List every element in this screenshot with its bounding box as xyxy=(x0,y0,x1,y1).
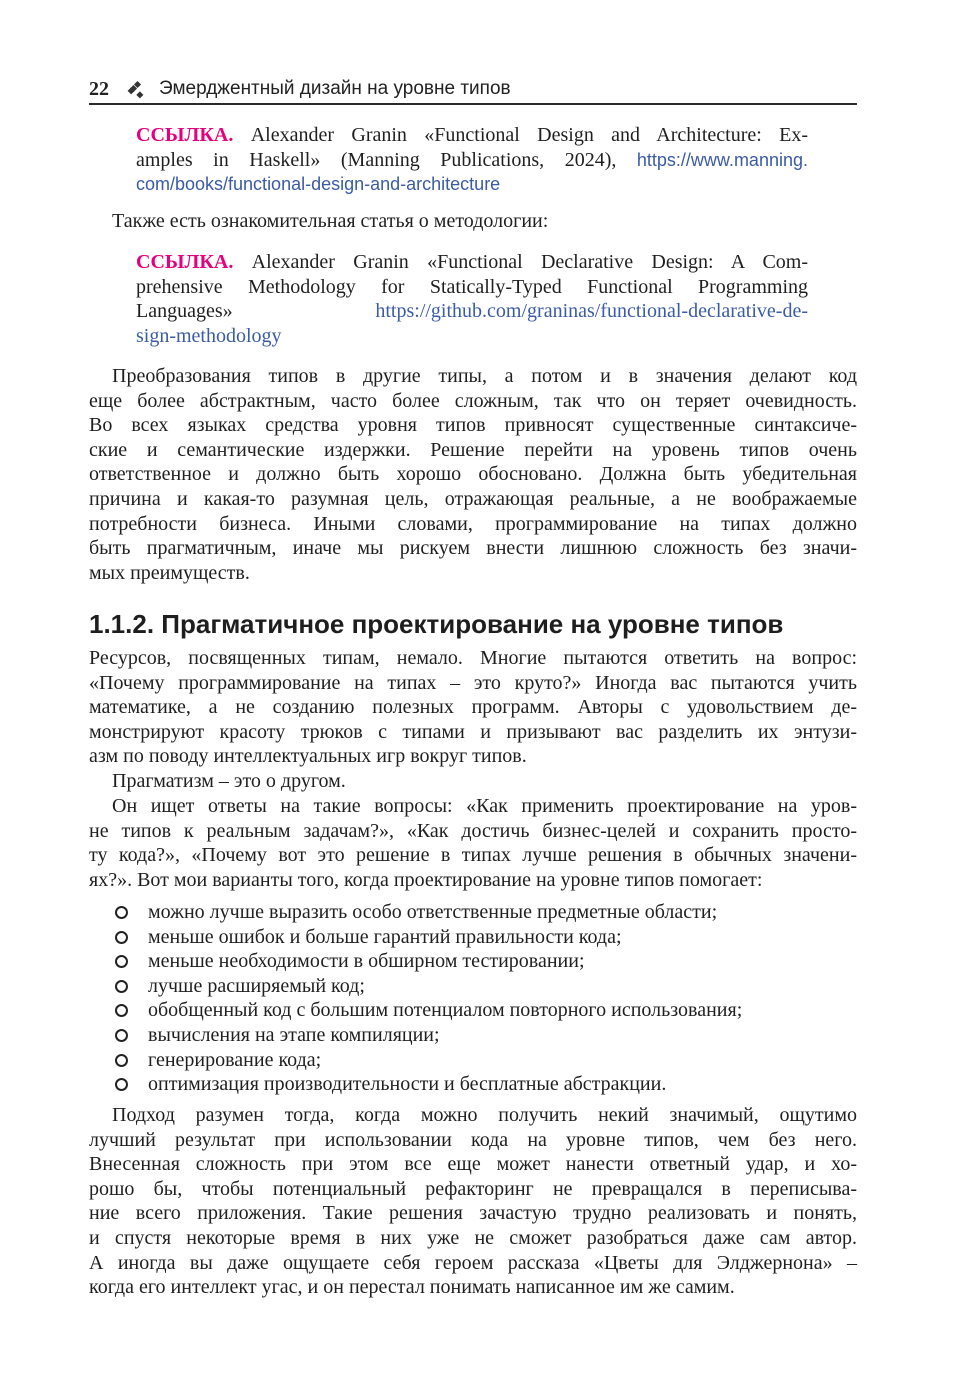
reference-line: Languages» https://github.com/graninas/functional-declarative-de- xyxy=(136,300,808,323)
list-item: меньше необходимости в обширном тестировании; xyxy=(112,949,742,974)
list-item: генерирование кода; xyxy=(112,1048,742,1073)
reference-line xyxy=(136,172,808,197)
list-item: обобщенный код с большим потенциалом повторного использования; xyxy=(112,998,742,1023)
reference-block-1 xyxy=(136,123,808,197)
list-item: оптимизация производительности и бесплатные абстракции. xyxy=(112,1072,742,1097)
reference-block-2 xyxy=(136,250,808,348)
reference-link-continued[interactable]: sign-methodology xyxy=(136,324,282,347)
body-paragraph-1: Преобразования типов в другие типы, а потом и в значения делают код еще более абстрактным, часто более сложным, так что он теряет очевидность. Во всех языках средства уровня типов привносят существенные синтаксиче- ские и семантические издержки. Решение перейти на уровень типов очень ответственное и должно быть хорошо обосновано. Должна быть убедительная причина и какая-то разумная цель, отражающая реальные, а не воображаемые потребности бизнеса. Иными словами, программирование на типах должно быть прагматичным, иначе мы рискуем внести лишнюю сложность без значи- мых преимуществ. xyxy=(89,365,857,584)
reference-link[interactable]: https://github.com/graninas/functional-declarative-de- xyxy=(375,300,808,323)
bullet-list xyxy=(112,900,742,1097)
bullet-circle-icon xyxy=(115,1054,128,1067)
running-header xyxy=(89,74,857,105)
section-title: Прагматичное проектирование на уровне типов xyxy=(161,609,784,639)
reference-line: prehensive Methodology for Statically-Typed Functional Programming xyxy=(136,275,808,298)
bullet-circle-icon xyxy=(115,1029,128,1042)
list-item: лучше расширяемый код; xyxy=(112,974,742,999)
body-paragraph-2: Ресурсов, посвященных типам, немало. Многие пытаются ответить на вопрос: «Почему программирование на типах – это круто?» Иногда вас пытаются учить математике, а не созданию полезных программ. Авторы с удовольствием де- монстрируют красоту трюков с типами и призывают вас разделить их энтузи- азм по поводу интеллектуальных игр вокруг типов. xyxy=(89,647,857,768)
reference-label: ССЫЛКА. xyxy=(136,251,234,273)
reference-link-continued[interactable]: com/books/functional-design-and-architecture xyxy=(136,174,501,195)
bullet-circle-icon xyxy=(115,1078,128,1091)
reference-label: ССЫЛКА. xyxy=(136,124,234,146)
reference-link[interactable]: https://www.manning. xyxy=(636,149,808,170)
list-item: меньше ошибок и больше гарантий правильности кода; xyxy=(112,925,742,950)
intro-paragraph: Также есть ознакомительная статья о методологии: xyxy=(112,210,549,232)
bullet-circle-icon xyxy=(115,1004,128,1017)
body-paragraph-3: Прагматизм – это о другом. xyxy=(112,770,346,792)
reference-line: amples in Haskell» (Manning Publications, 2024), https://www.manning. xyxy=(136,148,808,171)
chapter-title: Эмерджентный дизайн на уровне типов xyxy=(159,77,511,99)
body-paragraph-4: Он ищет ответы на такие вопросы: «Как применить проектирование на уров- не типов к реальным задачам?», «Как достичь бизнес-целей и сохранить просто- ту кода?», «Почему вот это решение в типах лучше решения в обычных значени- ях?». Вот мои варианты того, когда проектирование на уровне типов помогает: xyxy=(89,795,857,891)
bullet-circle-icon xyxy=(115,931,128,944)
ornament-icon xyxy=(131,82,145,96)
page-number: 22 xyxy=(89,77,109,100)
section-number: 1.1.2. xyxy=(89,609,155,639)
list-item: можно лучше выразить особо ответственные предметные области; xyxy=(112,900,742,925)
section-heading xyxy=(89,608,783,640)
bullet-circle-icon xyxy=(115,980,128,993)
reference-line xyxy=(136,324,808,349)
bullet-circle-icon xyxy=(115,955,128,968)
list-item: вычисления на этапе компиляции; xyxy=(112,1023,742,1048)
reference-line: ССЫЛКА. Alexander Granin «Functional Design and Architecture: Ex- xyxy=(136,124,809,146)
body-paragraph-5: Подход разумен тогда, когда можно получить некий значимый, ощутимо лучший результат при использовании кода на уровне типов, чем без него. Внесенная сложность при этом все еще может нанести ответный удар, и хо- рошо бы, чтобы потенциальный рефакторинг не превращался в переписыва- ние всего приложения. Такие решения зачастую трудно реализовать и понять, и спустя некоторые время в них уже не сможет разобраться даже сам автор. А иногда вы даже ощущаете себя героем рассказа «Цветы для Элджернона» – когда его интеллект угас, и он перестал понимать написанное им же самим. xyxy=(89,1104,857,1299)
bullet-circle-icon xyxy=(115,906,128,919)
reference-line: ССЫЛКА. Alexander Granin «Functional Declarative Design: A Com- xyxy=(136,251,808,273)
